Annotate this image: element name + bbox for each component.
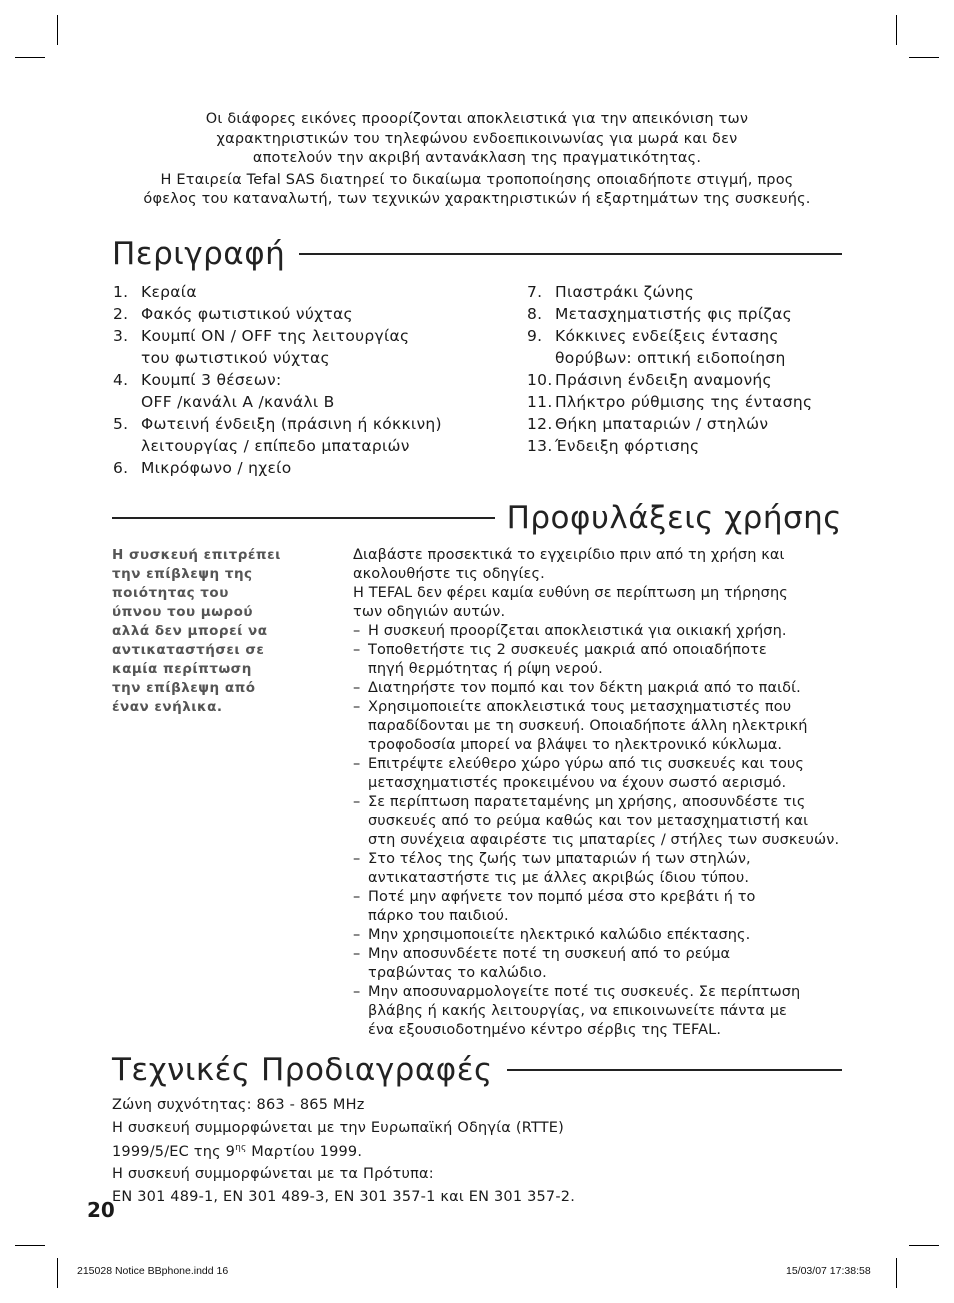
description-list-left [113,281,513,479]
precaution-text-line: Στο τέλος της ζωής των μπαταριών ή των στηλών, [368,851,751,867]
item-label [141,325,513,369]
supervision-note-line: ύπνου του μωρού [112,604,254,620]
item-label-line: λειτουργίας / επίπεδο μπαταριών [141,437,410,455]
precaution-item [353,755,843,793]
supervision-note-line: Η συσκευή επιτρέπει [112,547,281,563]
description-item [527,413,847,435]
precaution-text-line: Διατηρήστε τον πομπό και τον δέκτη μακριά από το παιδί. [368,680,801,696]
precaution-text-line: Τοποθετήστε τις 2 συσκευές μακριά από οποιαδήποτε [368,642,767,658]
specs-body [112,1095,712,1207]
precaution-text-line: αντικαταστήστε τις με άλλες ακριβώς ίδιου τύπου. [368,870,750,886]
item-label [555,303,847,325]
crop-mark [896,1258,897,1288]
item-label [141,457,513,479]
item-label [555,413,847,435]
heading-rule [112,517,495,519]
item-label-line: Πράσινη ένδειξη αναμονής [555,371,772,389]
precaution-item [353,926,843,945]
bullet-dash: – [353,699,361,715]
item-label-line: Κόκκινες ενδείξεις έντασης [555,327,779,345]
item-label-line: OFF /κανάλι A /κανάλι B [141,393,335,411]
precaution-text-line: Χρησιμοποιείτε αποκλειστικά τους μετασχηματιστές που [368,699,792,715]
precaution-text-line: τραβώντας το καλώδιο. [368,965,547,981]
crop-mark [15,1245,45,1246]
item-label-line: Θήκη μπαταριών / στηλών [555,415,769,433]
spec-directive-sup: ης [235,1143,247,1153]
precaution-text [368,983,843,1040]
precautions-title: Προφυλάξεις χρήσης [506,500,842,536]
precaution-text-line: βλάβης ή κακής λειτουργίας, να επικοινωνείτε πάντα με [368,1003,787,1019]
spec-standards-intro: Η συσκευή συμμορφώνεται με τα Πρότυπα: [112,1166,434,1183]
crop-mark [909,1245,939,1246]
spec-directive-part: 1999/5/EC της 9 [112,1143,236,1160]
precaution-text [368,641,843,679]
description-list-right [527,281,847,457]
precaution-text [368,793,843,850]
precautions-bullets [353,622,843,1040]
supervision-note-line: την επίβλεψη από [112,680,256,696]
item-label [555,391,847,413]
specs-title: Τεχνικές Προδιαγραφές [112,1052,493,1088]
supervision-note-line: αλλά δεν μπορεί να [112,623,268,639]
precaution-item [353,641,843,679]
precaution-text-line: μετασχηματιστές προκειμένου να έχουν σωστό αερισμό. [368,775,787,791]
precaution-text-line: Ποτέ μην αφήνετε τον πομπό μέσα στο κρεβάτι ή το [368,889,756,905]
bullet-dash: – [353,889,361,905]
precaution-text [368,698,843,755]
precaution-text [368,888,843,926]
page-number: 20 [87,1198,115,1222]
spec-directive-part: Μαρτίου 1999. [246,1143,363,1160]
crop-mark [909,57,939,58]
precaution-text [368,850,843,888]
precaution-item [353,983,843,1040]
item-label-line: Μετασχηματιστής φις πρίζας [555,305,793,323]
precaution-text [368,755,843,793]
item-label [141,413,513,457]
item-number: 4. [113,371,129,389]
description-item [113,281,513,303]
description-item [527,325,847,369]
precaution-text-line: συσκευές από το ρεύμα καθώς και τον μετασχηματιστή και [368,813,809,829]
description-item [113,457,513,479]
item-label [555,369,847,391]
supervision-note-line: έναν ενήλικα. [112,699,223,715]
spec-directive-line1: Η συσκευή συμμορφώνεται με την Ευρωπαϊκή Οδηγία (RTTE) [112,1119,565,1136]
precaution-text [368,945,843,983]
precaution-item [353,698,843,755]
intro-line: Η Εταιρεία Tefal SAS διατηρεί το δικαίωμα τροποποίησης οποιαδήποτε στιγμή, προς [160,171,794,188]
description-item [113,413,513,457]
intro-line: όφελος του καταναλωτή, των τεχνικών χαρακτηριστικών ή εξαρτημάτων της συσκευής. [143,191,811,207]
item-label-line: Κεραία [141,283,197,301]
item-label-line: Κουμπί 3 θέσεων: [141,371,282,389]
item-number: 11. [527,393,553,411]
precaution-item [353,793,843,850]
description-item [527,281,847,303]
precaution-text [368,679,843,698]
item-number: 9. [527,327,543,345]
precaution-text-line: πάρκο του παιδιού. [368,908,509,924]
precaution-text-line: ένα εξουσιοδοτημένο κέντρο σέρβις της TEFAL. [368,1022,722,1038]
precautions-intro-line: ακολουθήστε τις οδηγίες. [353,566,545,582]
item-label [555,281,847,303]
bullet-dash: – [353,984,361,1000]
intro-line: αποτελούν την ακριβή αντανάκλαση της πραγματικότητας. [252,150,702,166]
description-item [527,435,847,457]
bullet-dash: – [353,642,361,658]
item-number: 2. [113,305,129,323]
description-item [113,325,513,369]
item-number: 3. [113,327,129,345]
item-label [141,369,513,413]
supervision-note-line: την επίβλεψη της [112,566,253,582]
item-label-line: θορύβων: οπτική ειδοποίηση [555,349,786,367]
description-item [527,391,847,413]
bullet-dash: – [353,623,361,639]
precaution-item [353,945,843,983]
precaution-text-line: πηγή θερμότητας ή ρίψη νερού. [368,661,603,677]
item-number: 6. [113,459,129,477]
description-title: Περιγραφή [112,236,286,272]
precaution-text [368,622,843,641]
precautions-body [353,546,843,1040]
supervision-note-line: ποιότητας του [112,585,229,601]
item-number: 12. [527,415,553,433]
precaution-text-line: Σε περίπτωση παρατεταμένης μη χρήσης, αποσυνδέστε τις [368,794,806,810]
description-item [113,369,513,413]
supervision-note-line: αντικαταστήσει σε [112,642,265,658]
crop-mark [896,15,897,45]
item-number: 5. [113,415,129,433]
heading-rule [507,1069,842,1071]
bullet-dash: – [353,680,361,696]
description-item [527,369,847,391]
precaution-text-line: τροφοδοσία μπορεί να βλάψει το ηλεκτρονικό κύκλωμα. [368,737,783,753]
precaution-text-line: Μην αποσυναρμολογείτε ποτέ τις συσκευές. Σε περίπτωση [368,984,801,1000]
item-label [141,303,513,325]
spec-directive-line2 [112,1138,712,1162]
item-number: 7. [527,283,543,301]
bullet-dash: – [353,794,361,810]
item-label-line: Φωτεινή ένδειξη (πράσινη ή κόκκινη) [141,415,442,433]
precautions-intro-line: των οδηγιών αυτών. [353,604,506,620]
item-label [141,281,513,303]
item-label-line: Πλήκτρο ρύθμισης της έντασης [555,393,813,411]
footer-file: 215028 Notice BBphone.indd 16 [77,1265,229,1277]
item-label [555,435,847,457]
bullet-dash: – [353,927,361,943]
precaution-text-line: Μην αποσυνδέετε ποτέ τη συσκευή από το ρεύμα [368,946,731,962]
heading-rule [299,253,842,255]
item-number: 1. [113,283,129,301]
supervision-note-line: καμία περίπτωση [112,661,252,677]
precautions-intro [353,546,843,622]
item-label-line: Πιαστράκι ζώνης [555,283,695,301]
spec-frequency: Ζώνη συχνότητας: 863 - 865 MHz [112,1097,365,1113]
crop-mark [57,1258,58,1288]
item-number: 10. [527,371,553,389]
precaution-text-line: Μην χρησιμοποιείτε ηλεκτρικό καλώδιο επέκτασης. [368,927,751,943]
precaution-item [353,622,843,641]
crop-mark [15,57,45,58]
item-label-line: Μικρόφωνο / ηχείο [141,459,292,477]
supervision-note [112,546,312,717]
crop-mark [57,15,58,45]
precautions-intro-line: Διαβάστε προσεκτικά το εγχειρίδιο πριν από τη χρήση και [353,547,785,563]
item-number: 8. [527,305,543,323]
item-label-line: του φωτιστικού νύχτας [141,349,330,367]
intro-line: Οι διάφορες εικόνες προορίζονται αποκλειστικά για την απεικόνιση των [205,111,749,127]
precaution-text-line: Η συσκευή προορίζεται αποκλειστικά για οικιακή χρήση. [368,623,787,639]
description-heading-row [112,236,842,272]
precautions-heading-row [112,500,842,536]
spec-standards: EN 301 489-1, EN 301 489-3, EN 301 357-1 και EN 301 357-2. [112,1188,576,1205]
precaution-text [368,926,843,945]
item-number: 13. [527,437,553,455]
precaution-item [353,888,843,926]
bullet-dash: – [353,756,361,772]
precaution-item [353,679,843,698]
intro-line: χαρακτηριστικών του τηλεφώνου ενδοεπικοινωνίας για μωρά και δεν [216,130,738,147]
description-item [527,303,847,325]
precaution-text-line: στη συνέχεια αφαιρέστε τις μπαταρίες / στήλες των συσκευών. [368,832,840,848]
precaution-text-line: Επιτρέψτε ελεύθερο χώρο γύρω από τις συσκευές και τους [368,756,805,772]
precaution-text-line: παραδίδονται με τη συσκευή. Οποιαδήποτε άλλη ηλεκτρική [368,718,808,734]
bullet-dash: – [353,851,361,867]
precautions-intro-line: Η TEFAL δεν φέρει καμία ευθύνη σε περίπτωση μη τήρησης [353,585,788,601]
item-label-line: Κουμπί ON / OFF της λειτουργίας [141,327,410,345]
item-label [555,325,847,369]
description-item [113,303,513,325]
precaution-item [353,850,843,888]
item-label-line: Ένδειξη φόρτισης [555,437,700,455]
intro-disclaimer [112,110,842,210]
bullet-dash: – [353,946,361,962]
footer-date: 15/03/07 17:38:58 [786,1265,871,1277]
specs-heading-row [112,1052,842,1088]
item-label-line: Φακός φωτιστικού νύχτας [141,305,353,323]
